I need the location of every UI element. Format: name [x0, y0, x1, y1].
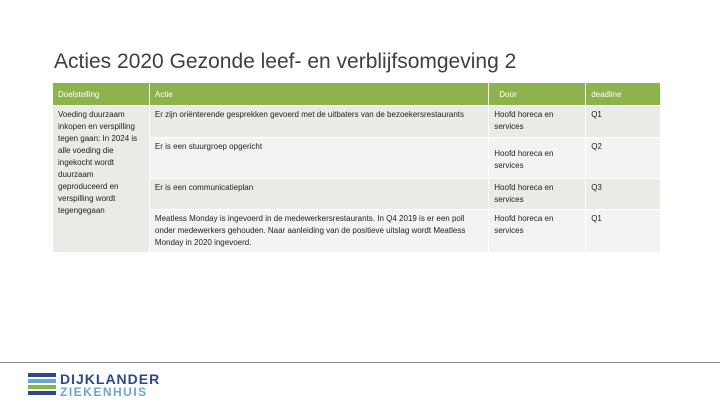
goal-cell: Voeding duurzaam inkopen en verspilling tegen gaan: In 2024 is alle voeding die ingekocht wordt duurzaam geproduceerd en verspilling wordt tegengegaan: [53, 106, 149, 252]
by-cell: [489, 138, 585, 178]
action-cell: Er is een stuurgroep opgericht: [150, 138, 488, 178]
by-text: Hoofd horeca en services: [494, 149, 554, 170]
deadline-cell: Q2: [586, 138, 660, 178]
header-action: Actie: [150, 83, 488, 105]
by-cell: Hoofd horeca en services: [489, 179, 585, 209]
logo-line1: DIJKLANDER: [60, 371, 161, 387]
deadline-cell: Q1: [586, 210, 660, 252]
logo-line2: ZIEKENHUIS: [60, 385, 148, 399]
footer-divider: [0, 362, 720, 363]
table-row: [53, 106, 660, 137]
header-by: Door: [489, 83, 585, 105]
by-cell: Hoofd horeca en services: [489, 210, 585, 252]
slide-title: Acties 2020 Gezonde leef- en verblijfsomgeving 2: [54, 50, 517, 73]
deadline-cell: Q3: [586, 179, 660, 209]
header-goal: Doelstelling: [53, 83, 149, 105]
header-deadline: deadline: [586, 83, 660, 105]
by-cell: Hoofd horeca en services: [489, 106, 585, 137]
dijklander-logo: [28, 371, 168, 399]
action-cell: Er zijn oriënterende gesprekken gevoerd met de uitbaters van de bezoekersrestaurants: [150, 106, 488, 137]
deadline-cell: Q1: [586, 106, 660, 137]
table-header-row: [53, 83, 660, 105]
action-cell: Meatless Monday is ingevoerd in de medewerkersrestaurants. In Q4 2019 is er een poll onder medewerkers gehouden. Naar aanleiding van de positieve uitslag wordt Meatless Monday in 2020 ingevoerd.: [150, 210, 488, 252]
actions-table: [52, 82, 661, 253]
action-cell: Er is een communicatieplan: [150, 179, 488, 209]
logo-stripes-icon: [28, 371, 58, 397]
